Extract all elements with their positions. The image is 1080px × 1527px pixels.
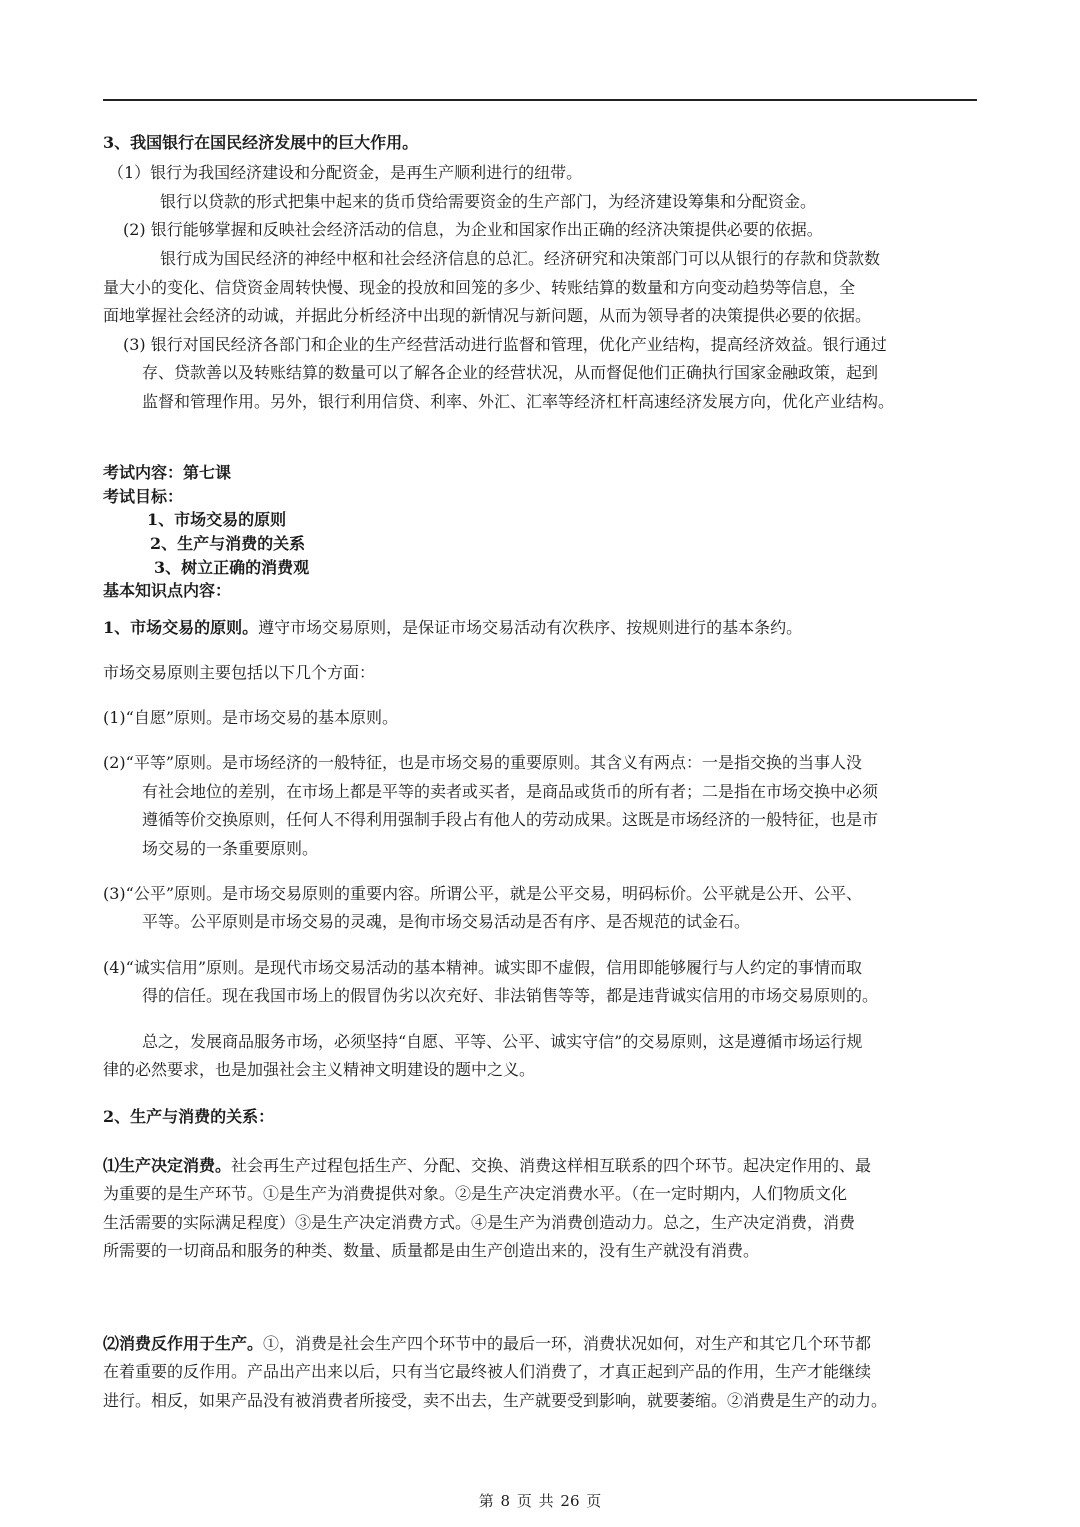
- footer-page-number: 8: [500, 1492, 511, 1510]
- footer-page-word: 页: [516, 1492, 532, 1510]
- exam-goal-3: 3、树立正确的消费观: [154, 558, 310, 577]
- footer-total-pages: 26: [560, 1492, 580, 1510]
- footer-suffix: 页: [586, 1492, 602, 1510]
- market-principle-2-line3: 遵循等价交换原则，任何人不得利用强制手段占有他人的劳动成果。这既是市场经济的一般特征，也是市: [142, 810, 879, 829]
- production-point1-text: 社会再生产过程包括生产、分配、交换、消费这样相互联系的四个环节。起决定作用的、最: [231, 1156, 872, 1175]
- page-footer: [0, 1490, 1080, 1511]
- market-principle-4-line2: 得的信任。现在我国市场上的假冒伪劣以次充好、非法销售等等，都是违背诚实信用的市场交易原则的。: [142, 986, 879, 1005]
- market-principle-2-line2: 有社会地位的差别，在市场上都是平等的卖者或买者，是商品或货币的所有者；二是指在市场交换中必须: [142, 782, 879, 801]
- basic-knowledge-label: 基本知识点内容：: [103, 581, 232, 600]
- header-rule: [103, 99, 977, 101]
- production-point2-text: ①，消费是社会生产四个环节中的最后一环，消费状况如何，对生产和其它几个环节都: [263, 1334, 872, 1353]
- production-point1-line4: 所需要的一切商品和服务的种类、数量、质量都是由生产创造出来的，没有生产就没有消费。: [103, 1241, 760, 1260]
- production-point1-bold: ⑴生产决定消费。: [103, 1156, 232, 1175]
- section3-para2-line2: 量大小的变化、信贷资金周转快慢、现金的投放和回笼的多少、转账结算的数量和方向变动趋势等信息，全: [103, 278, 856, 297]
- market-principle-2-line1: (2)“平等”原则。是市场经济的一般特征，也是市场交易的重要原则。其含义有两点：一是指交换的当事人没: [103, 753, 863, 772]
- exam-goal-2: 2、生产与消费的关系: [150, 534, 306, 553]
- market-principle-3-line1: (3)“公平”原则。是市场交易原则的重要内容。所谓公平，就是公平交易，明码标价。公平就是公开、公平、: [103, 884, 863, 903]
- market-summary-line2: 律的必然要求，也是加强社会主义精神文明建设的题中之义。: [103, 1060, 536, 1079]
- production-point2-line2: 在着重要的反作用。产品出产出来以后，只有当它最终被人们消费了，才真正起到产品的作用，生产才能继续: [103, 1362, 872, 1381]
- market-principle-2-line4: 场交易的一条重要原则。: [142, 839, 319, 858]
- production-point1-line1: [103, 1155, 871, 1177]
- market-title: [103, 617, 802, 639]
- footer-prefix: 第: [478, 1492, 494, 1510]
- market-intro: 市场交易原则主要包括以下几个方面：: [103, 663, 376, 682]
- production-point2-bold: ⑵消费反作用于生产。: [103, 1334, 264, 1353]
- section3-point2: (2) 银行能够掌握和反映社会经济活动的信息，为企业和国家作出正确的经济决策提供必要的依据。: [123, 220, 823, 239]
- production-title: 2、生产与消费的关系：: [103, 1107, 275, 1126]
- section3-point3-line1: (3) 银行对国民经济各部门和企业的生产经营活动进行监督和管理，优化产业结构，提高经济效益。银行通过: [123, 335, 887, 354]
- section3-para2-line1: 银行成为国民经济的神经中枢和社会经济信息的总汇。经济研究和决策部门可以从银行的存款和贷款数: [160, 249, 881, 268]
- footer-total-word: 共: [538, 1492, 554, 1510]
- section3-para1: 银行以贷款的形式把集中起来的货币贷给需要资金的生产部门，为经济建设筹集和分配资金。: [160, 192, 817, 211]
- production-point1-line2: 为重要的是生产环节。①是生产为消费提供对象。②是生产决定消费水平。（在一定时期内，人们物质文化: [103, 1184, 848, 1203]
- production-point2-line3: 进行。相反，如果产品没有被消费者所接受，卖不出去，生产就要受到影响，就要萎缩。②消费是生产的动力。: [103, 1391, 888, 1410]
- market-title-rest: 遵守市场交易原则，是保证市场交易活动有次秩序、按规则进行的基本条约。: [258, 618, 803, 637]
- section3-point3-line2: 存、贷款善以及转账结算的数量可以了解各企业的经营状况，从而督促他们正确执行国家金融政策，起到: [142, 363, 879, 382]
- production-point2-line1: [103, 1333, 871, 1355]
- exam-content: 考试内容：第七课: [103, 463, 232, 482]
- section3-para2-line3: 面地掌握社会经济的动诚，并据此分析经济中出现的新情况与新问题，从而为领导者的决策提供必要的依据。: [103, 306, 872, 325]
- market-title-bold: 1、市场交易的原则。: [103, 618, 259, 637]
- market-principle-1: (1)“自愿”原则。是市场交易的基本原则。: [103, 708, 399, 727]
- market-principle-4-line1: (4)“诚实信用”原则。是现代市场交易活动的基本精神。诚实即不虚假，信用即能够履行与人约定的事情而取: [103, 958, 863, 977]
- section3-point3-line3: 监督和管理作用。另外，银行利用信贷、利率、外汇、汇率等经济杠杆高速经济发展方向，优化产业结构。: [142, 392, 895, 411]
- exam-goal-label: 考试目标：: [103, 487, 184, 506]
- section3-heading: 3、我国银行在国民经济发展中的巨大作用。: [103, 133, 419, 152]
- production-point1-line3: 生活需要的实际满足程度）③是生产决定消费方式。④是生产为消费创造动力。总之，生产决定消费，消费: [103, 1213, 856, 1232]
- exam-goal-1: 1、市场交易的原则: [147, 510, 287, 529]
- section3-point1: （1）银行为我国经济建设和分配资金，是再生产顺利进行的纽带。: [108, 163, 583, 182]
- market-principle-3-line2: 平等。公平原则是市场交易的灵魂，是徇市场交易活动是否有序、是否规范的试金石。: [142, 912, 751, 931]
- market-summary-line1: 总之，发展商品服务市场，必须坚持“自愿、平等、公平、诚实守信”的交易原则，这是遵循市场运行规: [142, 1032, 863, 1051]
